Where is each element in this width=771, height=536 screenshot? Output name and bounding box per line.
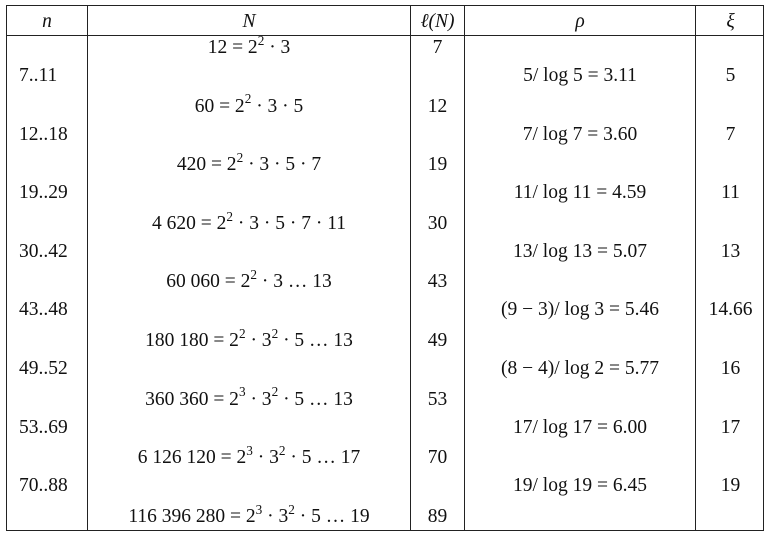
n-base-text: 360 360 = 2 bbox=[145, 388, 239, 410]
n-value-cell bbox=[88, 443, 410, 469]
n-base-text: 180 180 = 2 bbox=[145, 330, 239, 351]
n-exponent: 2 bbox=[250, 267, 257, 283]
rho-value-cell: (9 − 3)/ log 3 = 5.46 bbox=[501, 299, 659, 321]
n-exponent: 3 bbox=[238, 384, 246, 400]
rho-value-cell: 5/ log 5 = 3.11 bbox=[523, 65, 637, 86]
header-n: n bbox=[42, 11, 52, 32]
ell-value-cell: 49 bbox=[427, 330, 448, 351]
xi-value-cell: 13 bbox=[720, 240, 741, 262]
n-value-cell bbox=[88, 208, 410, 234]
n-exponent: 2 bbox=[271, 325, 279, 341]
ell-value-cell: 70 bbox=[427, 447, 448, 469]
n-exponent: 2 bbox=[257, 32, 265, 48]
n-range-cell: 19..29 bbox=[19, 182, 68, 204]
n-range-cell: 43..48 bbox=[19, 299, 68, 321]
n-base-text: 60 = 2 bbox=[194, 95, 245, 117]
n-factor-text: · 3 bbox=[245, 388, 272, 410]
n-factor-tail: · 5 … 19 bbox=[294, 505, 370, 527]
rho-value-cell: 13/ log 13 = 5.07 bbox=[513, 240, 647, 262]
ell-value-cell: 30 bbox=[427, 212, 448, 234]
rho-value-cell: (8 − 4)/ log 2 = 5.77 bbox=[501, 358, 659, 379]
xi-value-cell: 14.66 bbox=[708, 299, 753, 321]
n-exponent: 3 bbox=[246, 443, 253, 459]
values-table bbox=[6, 5, 764, 531]
xi-value-cell: 17 bbox=[720, 416, 741, 438]
n-base-text: 116 396 280 = 2 bbox=[128, 505, 256, 527]
n-factor-text: · 3 bbox=[252, 447, 279, 469]
ell-value-cell: 89 bbox=[427, 505, 448, 527]
n-range-cell: 49..52 bbox=[19, 358, 68, 379]
n-factor-text: · 3 bbox=[264, 37, 291, 58]
n-value-cell bbox=[88, 91, 410, 117]
n-value-cell bbox=[88, 267, 410, 293]
xi-value-cell: 16 bbox=[720, 358, 741, 379]
rho-value-cell: 7/ log 7 = 3.60 bbox=[522, 123, 638, 145]
n-value-cell bbox=[88, 384, 410, 410]
n-range-cell: 30..42 bbox=[19, 240, 68, 262]
xi-value-cell: 5 bbox=[725, 65, 736, 86]
n-value-cell bbox=[88, 325, 410, 351]
n-factor-tail: · 5 … 13 bbox=[278, 388, 353, 410]
ell-value-cell: 7 bbox=[432, 37, 443, 58]
n-exponent: 2 bbox=[226, 208, 233, 224]
n-factor-text: · 3 bbox=[262, 505, 289, 527]
xi-value-cell: 11 bbox=[721, 182, 740, 204]
n-factor-text: · 3 · 5 bbox=[251, 95, 304, 117]
header-xi: ξ bbox=[726, 11, 735, 32]
rho-value-cell: 17/ log 17 = 6.00 bbox=[513, 416, 647, 438]
n-exponent: 2 bbox=[244, 91, 252, 107]
n-range-cell: 12..18 bbox=[19, 123, 68, 145]
rho-value-cell: 11/ log 11 = 4.59 bbox=[513, 182, 647, 204]
n-factor-text: · 3 · 5 · 7 · 11 bbox=[232, 212, 346, 234]
n-factor-text: · 3 · 5 · 7 bbox=[243, 154, 322, 176]
n-base-text: 60 060 = 2 bbox=[166, 271, 251, 293]
n-range-cell: 53..69 bbox=[19, 416, 68, 438]
n-base-text: 4 620 = 2 bbox=[151, 212, 227, 234]
header-N: N bbox=[242, 11, 256, 32]
header-ell: ℓ(N) bbox=[420, 11, 455, 32]
ell-value-cell: 43 bbox=[427, 271, 448, 293]
n-base-text: 6 126 120 = 2 bbox=[137, 447, 247, 469]
n-base-text: 12 = 2 bbox=[207, 37, 258, 58]
n-factor-tail: · 5 … 17 bbox=[285, 447, 361, 469]
header-rho: ρ bbox=[575, 11, 585, 32]
n-range-cell: 70..88 bbox=[19, 475, 68, 497]
n-value-cell bbox=[88, 32, 410, 58]
ell-value-cell: 12 bbox=[427, 95, 448, 117]
xi-value-cell: 19 bbox=[720, 475, 741, 497]
header-divider bbox=[7, 35, 763, 36]
xi-value-cell: 7 bbox=[725, 123, 736, 145]
n-value-cell bbox=[88, 150, 410, 176]
n-exponent: 2 bbox=[271, 384, 279, 400]
n-exponent: 2 bbox=[238, 325, 246, 341]
ell-value-cell: 53 bbox=[427, 388, 448, 410]
n-exponent: 2 bbox=[278, 443, 286, 459]
n-exponent: 2 bbox=[236, 150, 244, 166]
n-factor-text: · 3 … 13 bbox=[257, 271, 332, 293]
n-exponent: 3 bbox=[255, 501, 263, 517]
ell-value-cell: 19 bbox=[427, 154, 448, 176]
rho-value-cell: 19/ log 19 = 6.45 bbox=[513, 475, 647, 497]
n-range-cell: 7..11 bbox=[19, 65, 58, 86]
n-base-text: 420 = 2 bbox=[176, 154, 237, 176]
n-factor-tail: · 5 … 13 bbox=[278, 330, 353, 351]
n-exponent: 2 bbox=[288, 501, 295, 517]
n-factor-text: · 3 bbox=[245, 330, 272, 351]
n-value-cell bbox=[88, 501, 410, 527]
